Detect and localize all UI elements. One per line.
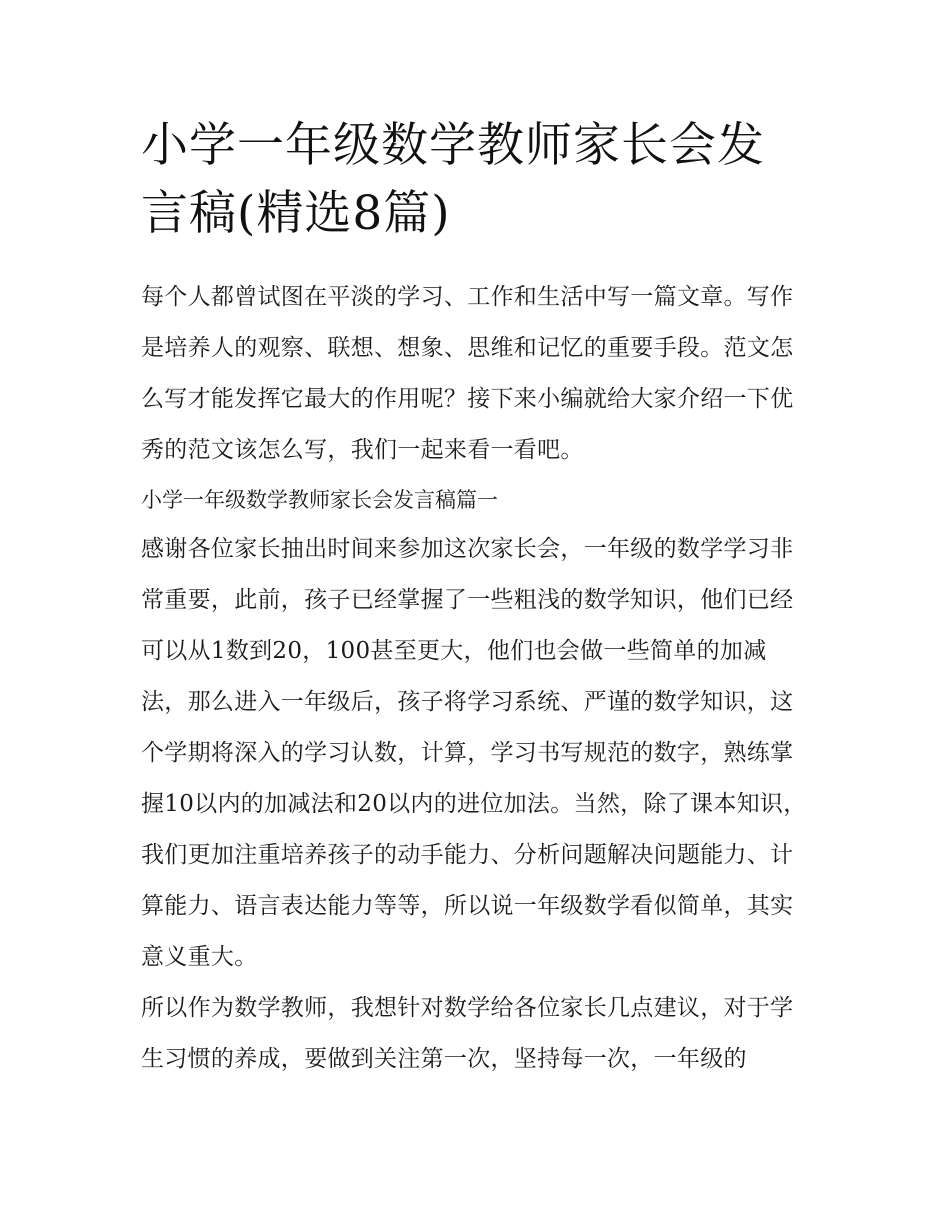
section-heading: 小学一年级数学教师家长会发言稿篇一 xyxy=(141,488,498,512)
document-body xyxy=(141,112,811,1085)
body-paragraph-1: 感谢各位家长抽出时间来参加这次家长会，一年级的数学学习非常重要，此前，孩子已经掌握了一些粗浅的数学知识，他们已经可以从1数到20，100甚至更大，他们也会做一些简单的加减法，那么进入一年级后，孩子将学习系统、严谨的数学知识，这个学期将深入的学习认数，计算，学习书写规范的数字，熟练掌握10以内的加减法和20以内的进位加法。当然，除了课本知识，我们更加注重培养孩子的动手能力、分析问题解决问题能力、计算能力、语言表达能力等等，所以说一年级数学看似简单，其实意义重大。 xyxy=(141,536,807,970)
body-paragraph-2: 所以作为数学教师，我想针对数学给各位家长几点建议，对于学生习惯的养成，要做到关注第一次，坚持每一次，一年级的 xyxy=(141,995,794,1072)
intro-paragraph: 每个人都曾试图在平淡的学习、工作和生活中写一篇文章。写作是培养人的观察、联想、想象、思维和记忆的重要手段。范文怎么写才能发挥它最大的作用呢？接下来小编就给大家介绍一下优秀的范文该怎么写，我们一起来看一看吧。 xyxy=(141,284,794,463)
document-title: 小学一年级数学教师家长会发言稿(精选8篇) xyxy=(141,118,765,241)
